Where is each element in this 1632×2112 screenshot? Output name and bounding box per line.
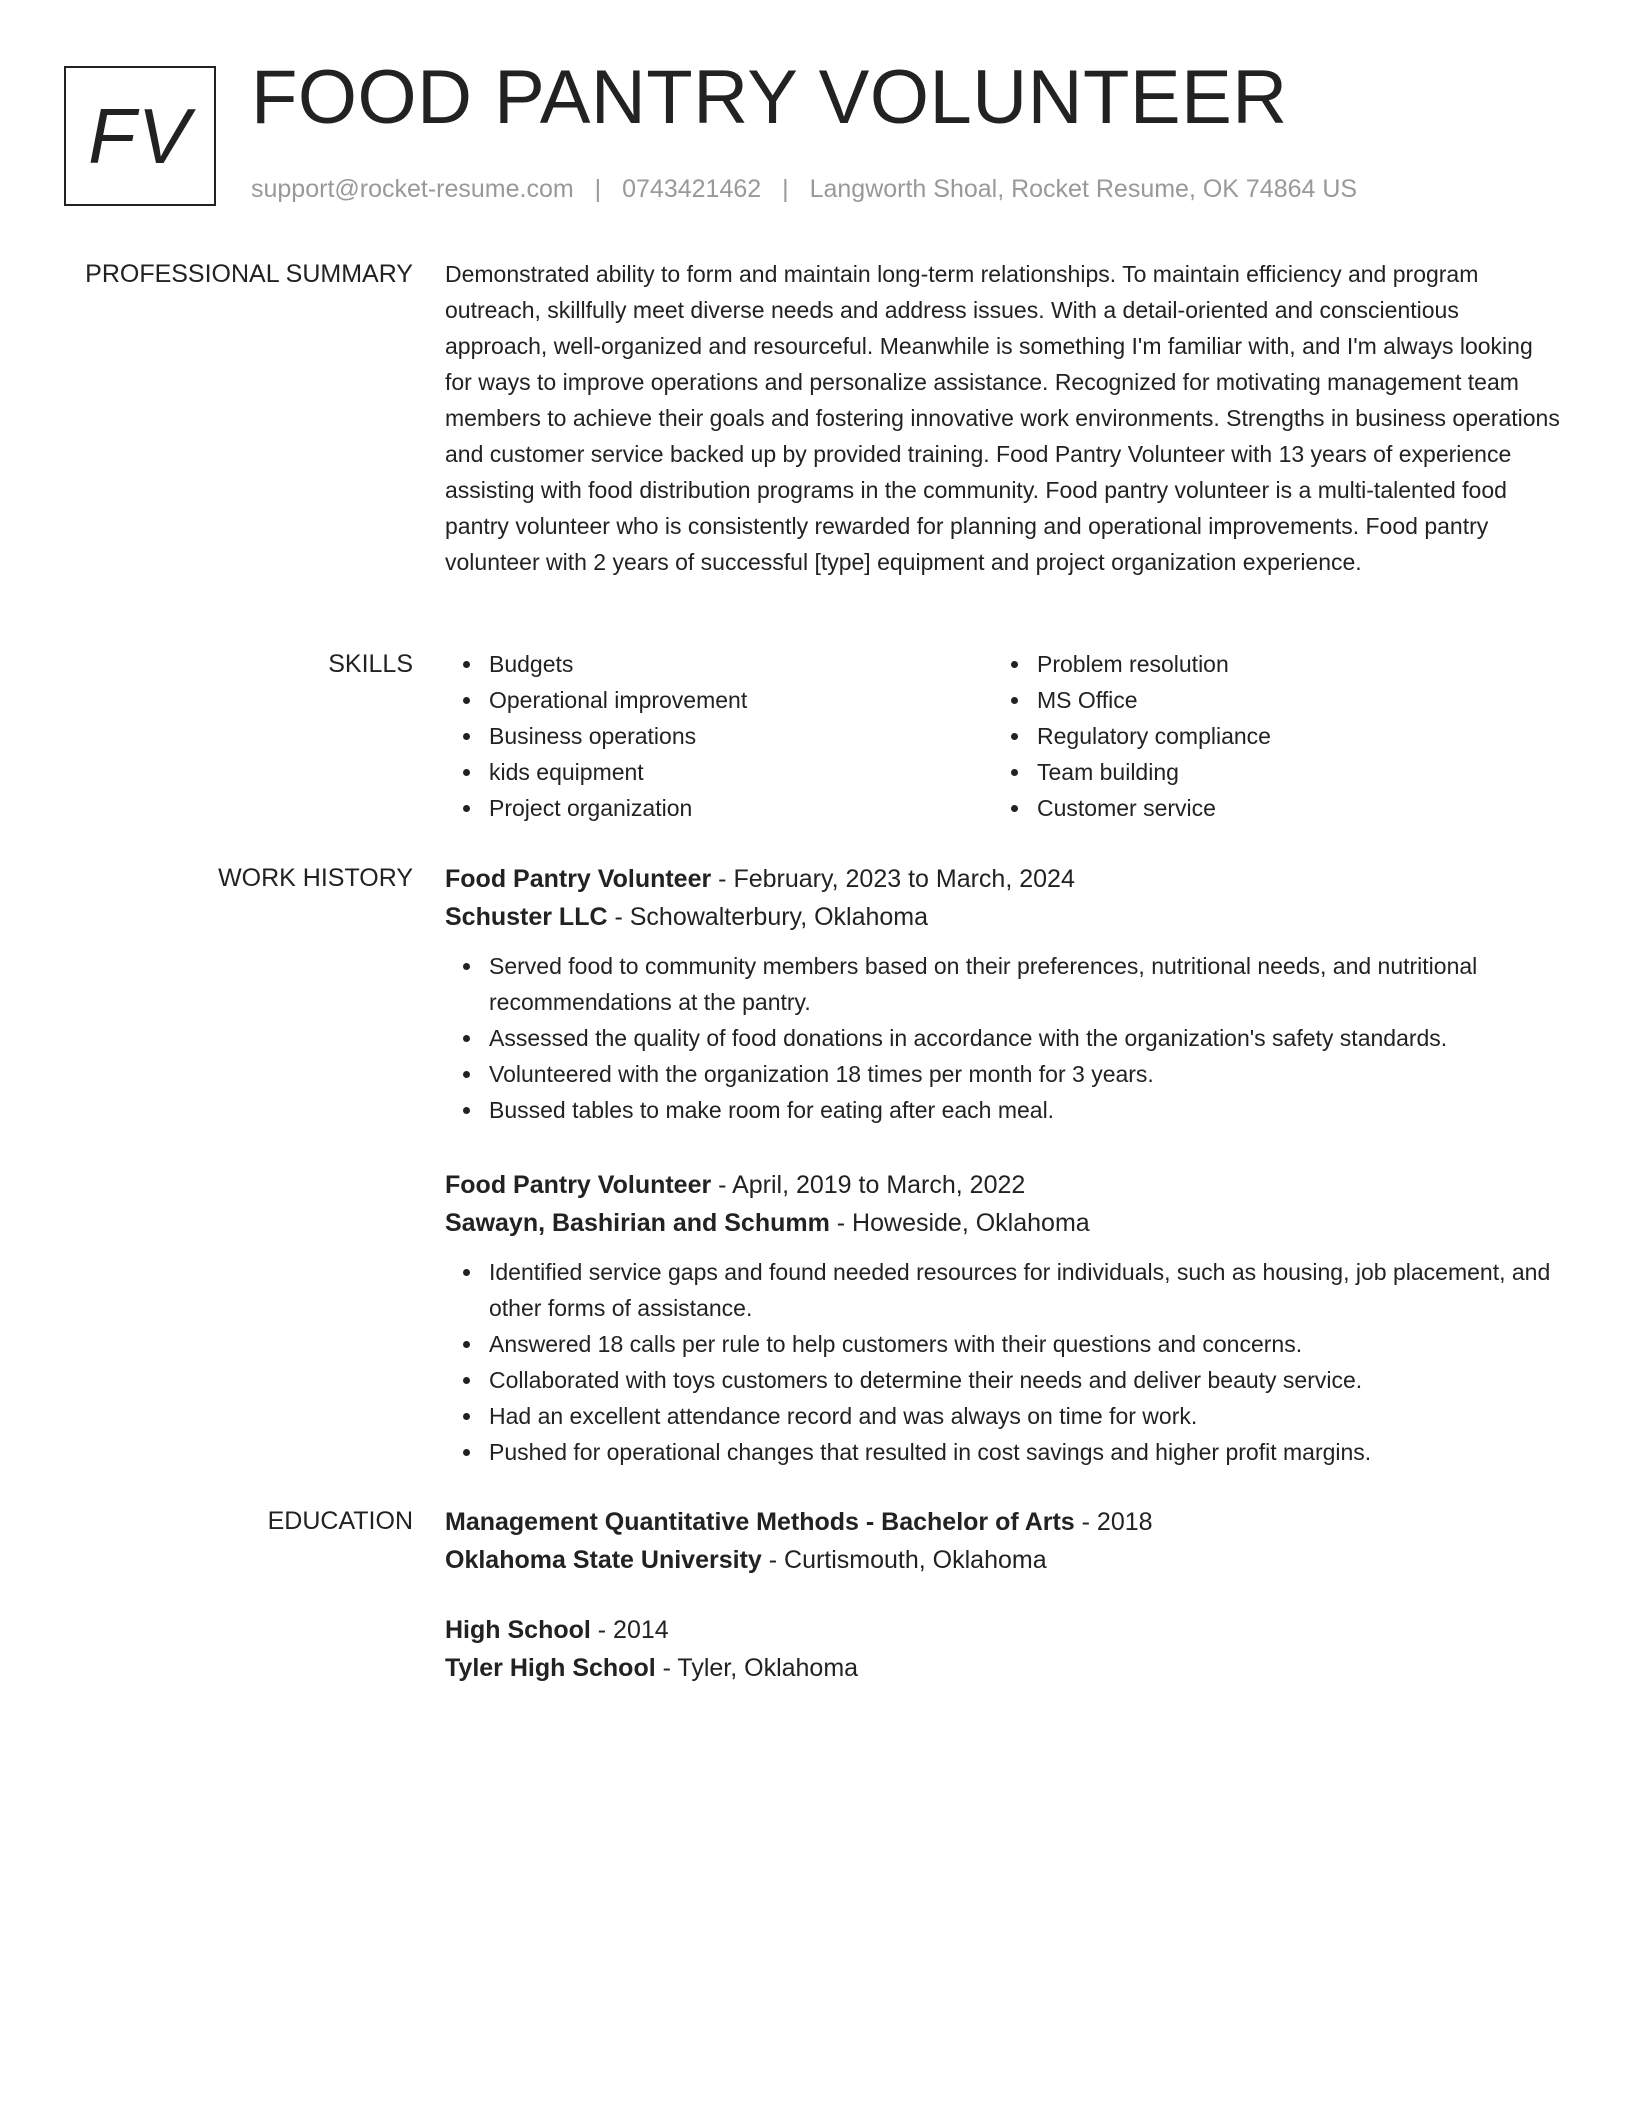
skill-item: Regulatory compliance [1037,718,1541,754]
skill-item: Project organization [489,790,993,826]
skill-item: Business operations [489,718,993,754]
monogram-initials: FV [88,91,192,180]
job-company-line [445,898,1560,936]
skill-item: MS Office [1037,682,1541,718]
degree-line [445,1503,1560,1541]
job-bullet: Served food to community members based on their preferences, nutritional needs, and nutritional recommendations at the pantry. [489,948,1560,1020]
skill-item: Operational improvement [489,682,993,718]
contact-address: Langworth Shoal, Rocket Resume, OK 74864 US [809,175,1358,203]
job-bullets [445,1254,1560,1470]
school-location: - Tyler, Oklahoma [655,1654,859,1682]
job-title-line [445,860,1560,898]
job-bullet: Volunteered with the organization 18 times per month for 3 years. [489,1056,1560,1092]
job-title-line [445,1166,1560,1204]
monogram-badge [64,66,216,206]
contact-separator: | [594,175,602,203]
job-dates: - April, 2019 to March, 2022 [711,1171,1026,1199]
degree-line [445,1611,1560,1649]
work-history-heading: WORK HISTORY [218,864,413,892]
job-bullet: Identified service gaps and found needed resources for individuals, such as housing, job placement, and other forms of assistance. [489,1254,1560,1326]
skill-item: Team building [1037,754,1541,790]
job-bullet: Pushed for operational changes that resulted in cost savings and higher profit margins. [489,1434,1560,1470]
job-dates: - February, 2023 to March, 2024 [711,865,1075,893]
summary-heading: PROFESSIONAL SUMMARY [85,260,413,288]
degree-name: High School [445,1616,591,1644]
job-entry [445,1166,1560,1470]
job-bullets [445,948,1560,1128]
skill-item: Problem resolution [1037,646,1541,682]
degree-year: - 2014 [590,1616,669,1644]
job-company-line [445,1204,1560,1242]
school-name: Oklahoma State University [445,1546,762,1574]
contact-email: support@rocket-resume.com [251,175,574,203]
job-role: Food Pantry Volunteer [445,1171,712,1199]
skills-list-right [993,646,1541,826]
education-heading: EDUCATION [267,1507,413,1535]
job-location: - Schowalterbury, Oklahoma [607,903,929,931]
skills-heading: SKILLS [328,650,413,678]
candidate-name: FOOD PANTRY VOLUNTEER [251,55,1288,140]
job-company: Sawayn, Bashirian and Schumm [445,1209,830,1237]
job-role: Food Pantry Volunteer [445,865,712,893]
job-bullet: Bussed tables to make room for eating after each meal. [489,1092,1560,1128]
degree-year: - 2018 [1074,1508,1153,1536]
summary-text: Demonstrated ability to form and maintain long-term relationships. To maintain efficiency and program outreach, skillfully meet diverse needs and address issues. With a detail-oriented and conscientious approach, well-organized and resourceful. Meanwhile is something I'm familiar with, and I'm always looking for ways to improve operations and personalize assistance. Recognized for motivating management team members to achieve their goals and fostering innovative work environments. Strengths in business operations and customer service backed up by provided training. Food Pantry Volunteer with 13 years of experience assisting with food distribution programs in the community. Food pantry volunteer is a multi-talented food pantry volunteer who is consistently rewarded for planning and operational improvements. Food pantry volunteer with 2 years of successful [type] equipment and project organization experience. [445,261,1560,575]
education-entry [445,1611,1560,1687]
job-bullet: Collaborated with toys customers to determine their needs and deliver beauty service. [489,1362,1560,1398]
skills-list-left [445,646,993,826]
school-location: - Curtismouth, Oklahoma [761,1546,1047,1574]
school-name: Tyler High School [445,1654,656,1682]
contact-phone: 0743421462 [622,175,762,203]
job-location: - Howeside, Oklahoma [829,1209,1090,1237]
job-entry [445,860,1560,1128]
contact-line [251,175,1357,204]
job-bullet: Answered 18 calls per rule to help customers with their questions and concerns. [489,1326,1560,1362]
skill-item: kids equipment [489,754,993,790]
education-entry [445,1503,1560,1579]
job-bullet: Assessed the quality of food donations in accordance with the organization's safety standards. [489,1020,1560,1056]
degree-name: Management Quantitative Methods - Bachelor of Arts [445,1508,1075,1536]
school-line [445,1541,1560,1579]
school-line [445,1649,1560,1687]
skill-item: Customer service [1037,790,1541,826]
skill-item: Budgets [489,646,993,682]
job-company: Schuster LLC [445,903,608,931]
contact-separator: | [782,175,789,203]
job-bullet: Had an excellent attendance record and was always on time for work. [489,1398,1560,1434]
